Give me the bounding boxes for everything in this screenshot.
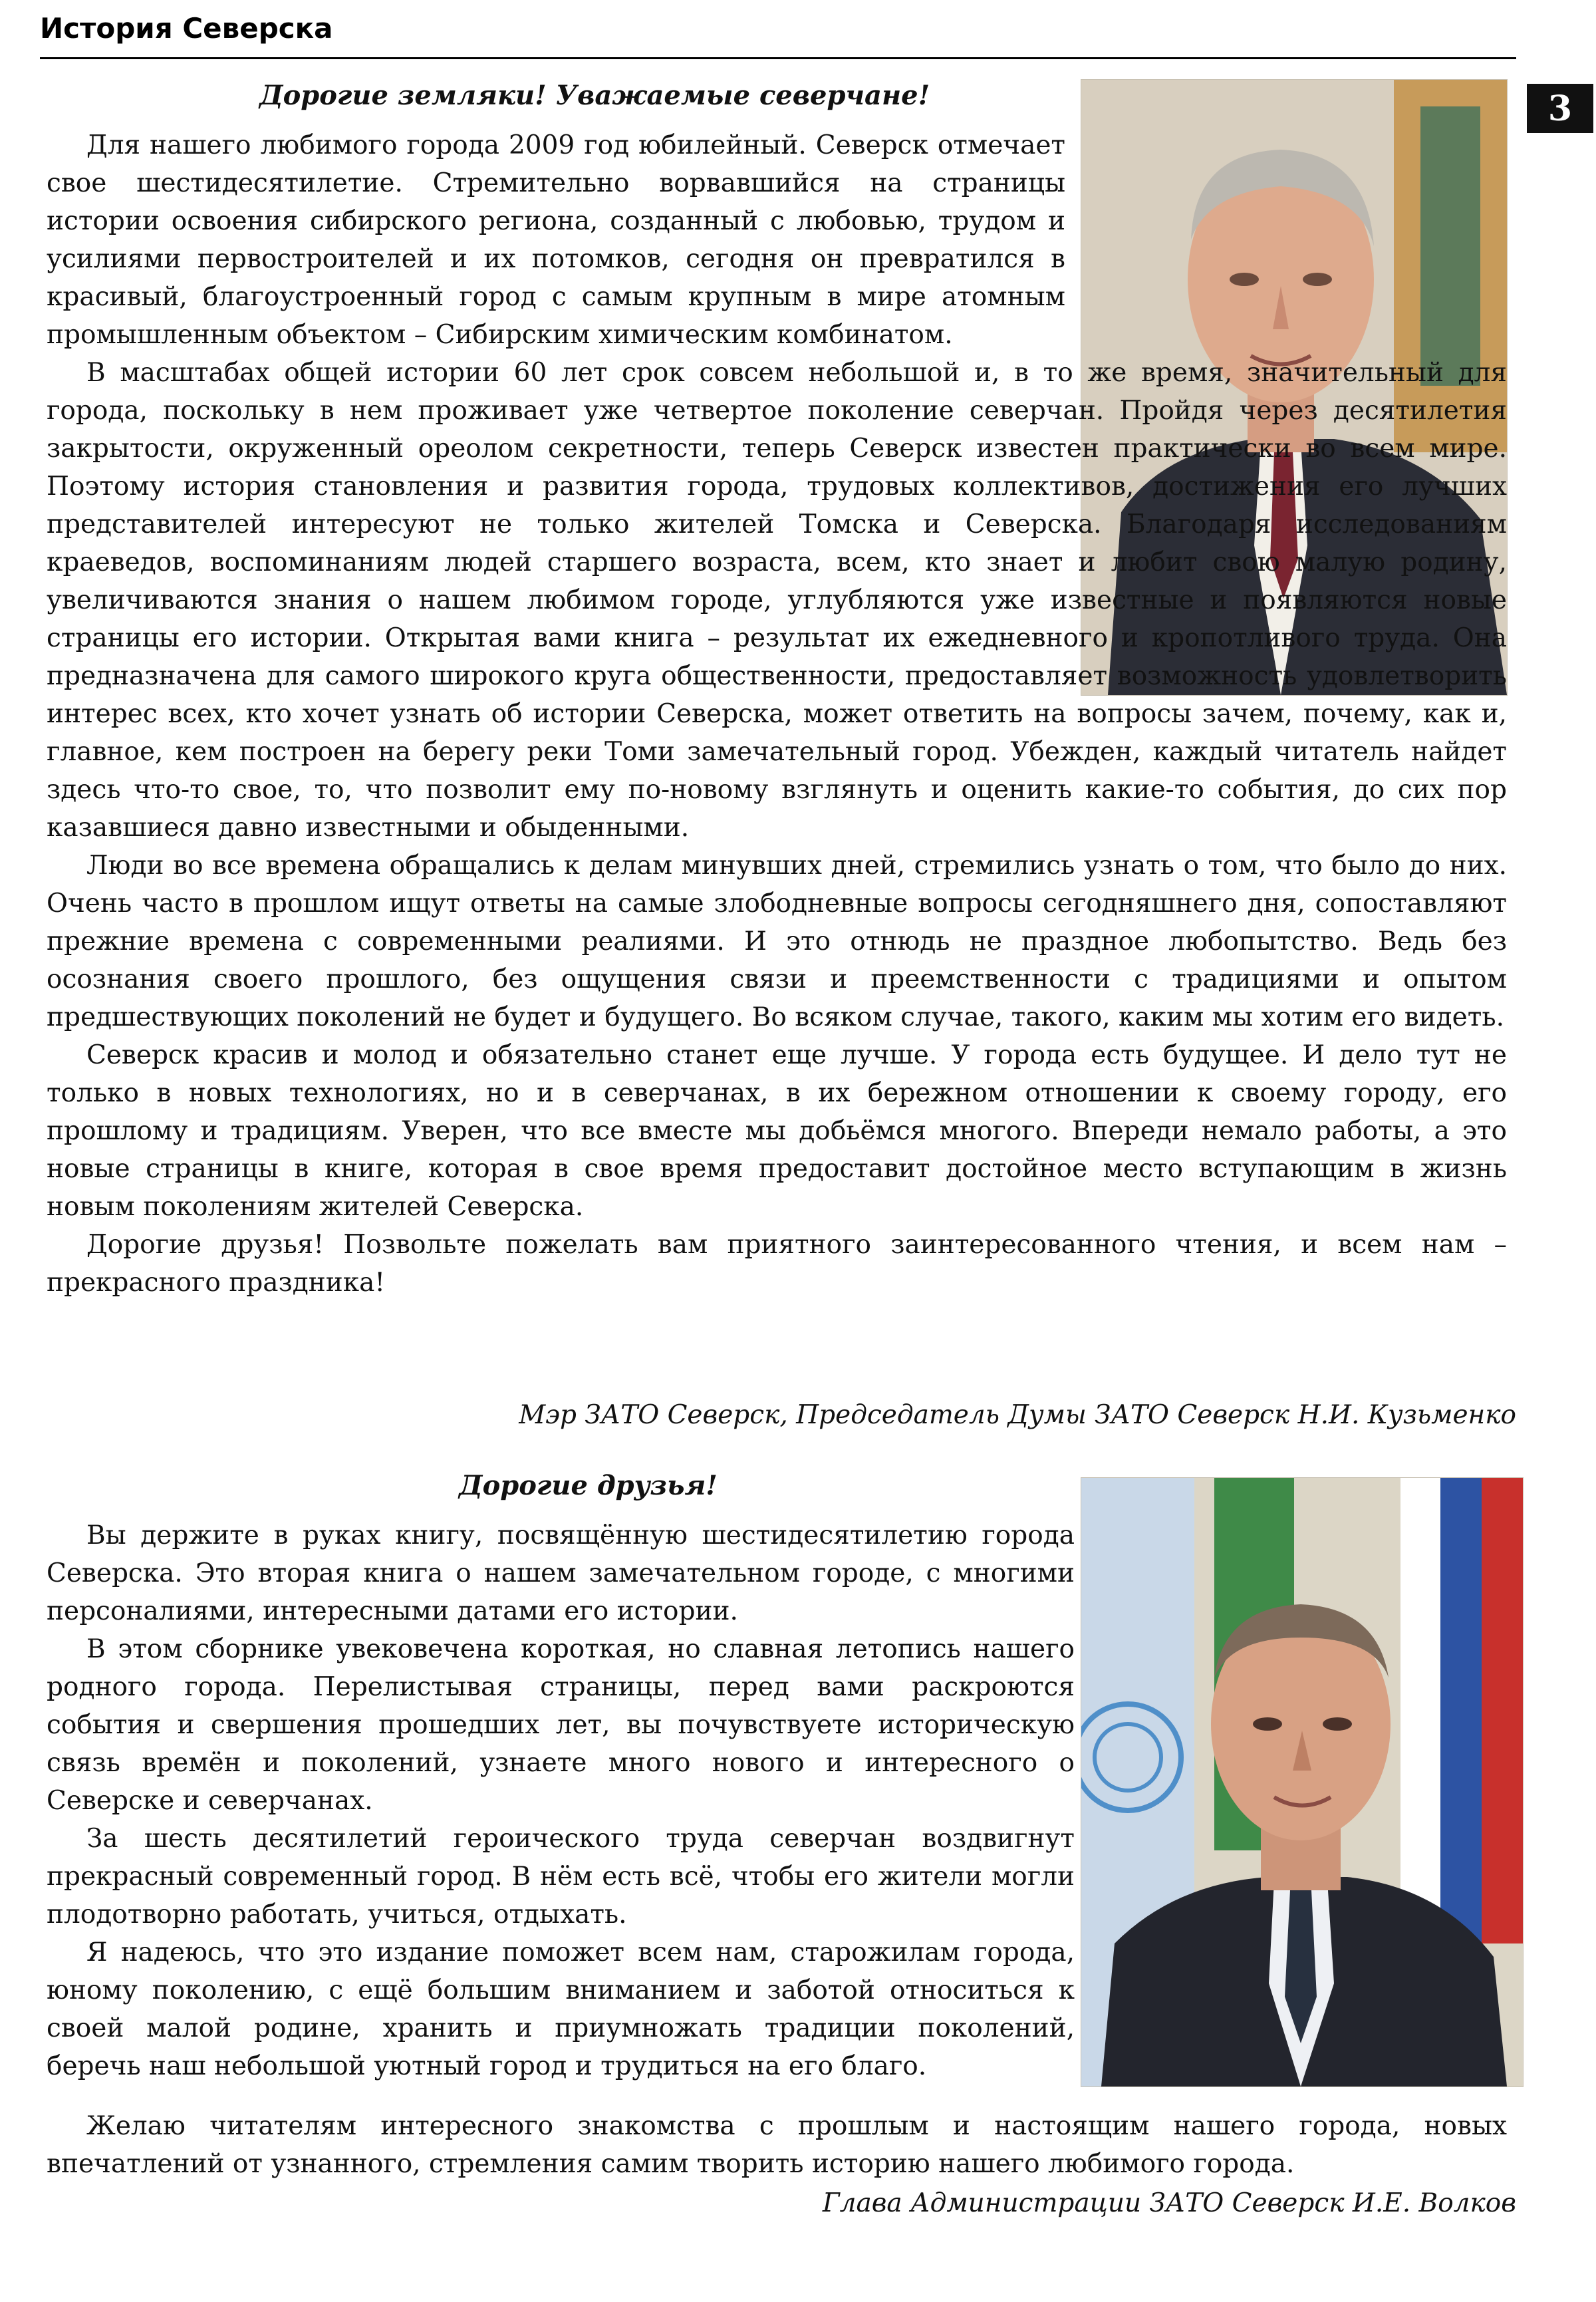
letter2-body-wrapped — [47, 1516, 1075, 2085]
letter2-signature: Глава Администрации ЗАТО Северск И.Е. Волков — [822, 2188, 1516, 2218]
letter1-paragraph-4: Северск красив и молод и обязательно станет еще лучше. У города есть будущее. И дело тут не только в новых технологиях, но и в северчанах, в их бережном отношении к своему городу, его прошлому и традициям. Уверен, что все вместе мы добьёмся многого. Впереди немало работы, а это новые страницы в книге, которая в свое время предоставит достойное место вступающим в жизнь новым поколениям жителей Северска. — [47, 1040, 1507, 1222]
letter2-title: Дорогие друзья! — [459, 1470, 718, 1501]
running-head: История Северска — [40, 12, 333, 45]
letter2-paragraph-2: В этом сборнике увековечена короткая, но славная летопись нашего родного города. Перелистывая страницы, перед вами раскроются события и свершения прошедших лет, вы почувствуете историческую связь времён и поколений, узнаете много нового и интересного о Северске и северчанах. — [47, 1634, 1075, 1816]
portrait-photo-administration-head — [1081, 1478, 1523, 2086]
letter1-body — [47, 126, 1507, 1302]
letter1-title: Дорогие земляки! Уважаемые северчане! — [259, 80, 930, 111]
letter2-paragraph-5: Желаю читателям интересного знакомства с прошлым и настоящим нашего города, новых впечатлений от узнанного, стремления самим творить историю нашего любимого города. — [47, 2111, 1507, 2179]
letter1-signature: Мэр ЗАТО Северск, Председатель Думы ЗАТО Северск Н.И. Кузьменко — [519, 1400, 1516, 1430]
letter1-paragraph-5: Дорогие друзья! Позвольте пожелать вам приятного заинтересованного чтения, и всем нам – прекрасного праздника! — [47, 1230, 1507, 1298]
header-rule — [40, 57, 1516, 59]
letter2-paragraph-1: Вы держите в руках книгу, посвящённую шестидесятилетию города Северска. Это вторая книга о нашем замечательном городе, с многими персоналиями, интересными датами его истории. — [47, 1520, 1075, 1626]
page-number: 3 — [1527, 84, 1593, 133]
letter1-paragraph-2: В масштабах общей истории 60 лет срок совсем небольшой и, в то же время, значительный для города, поскольку в нем проживает уже четвертое поколение северчан. Пройдя через десятилетия закрытости, окруженный ореолом секретности, теперь Северск известен практически во всем мире. Поэтому история становления и развития города, трудовых коллективов, достижения его лучших представителей интересуют не только жителей Томска и Северска. Благодаря исследованиям краеведов, воспоминаниям людей старшего возраста, всем, кто знает и любит свою малую родину, увеличиваются знания о нашем любимом городе, углубляются уже известные и появляются новые страницы его истории. Открытая вами книга – результат их ежедневного и кропотливого труда. Она предназначена для самого широкого круга общественности, предоставляет возможность удовлетворить интерес всех, кто хочет узнать об истории Северска, может ответить на вопросы зачем, почему, как и, главное, кем построен на берегу реки Томи замечательный город. Убежден, каждый читатель найдет здесь что-то свое, то, что позволит ему по-новому взглянуть и оценить какие-то события, до сих пор казавшиеся давно известными и обыденными. — [47, 358, 1507, 843]
letter2-paragraph-4: Я надеюсь, что это издание поможет всем нам, старожилам города, юному поколению, с ещё большим вниманием и заботой относиться к своей малой родине, хранить и приумножать традиции поколений, беречь наш небольшой уютный город и трудиться на его благо. — [47, 1938, 1075, 2081]
letter2-body-full — [47, 2107, 1507, 2183]
letter2-paragraph-3: За шесть десятилетий героического труда северчан воздвигнут прекрасный современный город. В нём есть всё, чтобы его жители могли плодотворно работать, учиться, отдыхать. — [47, 1824, 1075, 1930]
letter1-paragraph-1: Для нашего любимого города 2009 год юбилейный. Северск отмечает свое шестидесятилетие. Стремительно ворвавшийся на страницы истории освоения сибирского региона, созданный с любовью, трудом и усилиями первостроителей и их потомков, сегодня он превратился в красивый, благоустроенный город с самым крупным в мире атомным промышленным объектом – Сибирским химическим комбинатом. — [47, 130, 1065, 350]
letter1-paragraph-3: Люди во все времена обращались к делам минувших дней, стремились узнать о том, что было до них. Очень часто в прошлом ищут ответы на самые злободневные вопросы сегодняшнего дня, сопоставляют прежние времена с современными реалиями. И это отнюдь не праздное любопытство. Ведь без осознания своего прошлого, без ощущения связи и преемственности с традициями и опытом предшествующих поколений не будет и будущего. Во всяком случае, такого, каким мы хотим его видеть. — [47, 851, 1507, 1032]
